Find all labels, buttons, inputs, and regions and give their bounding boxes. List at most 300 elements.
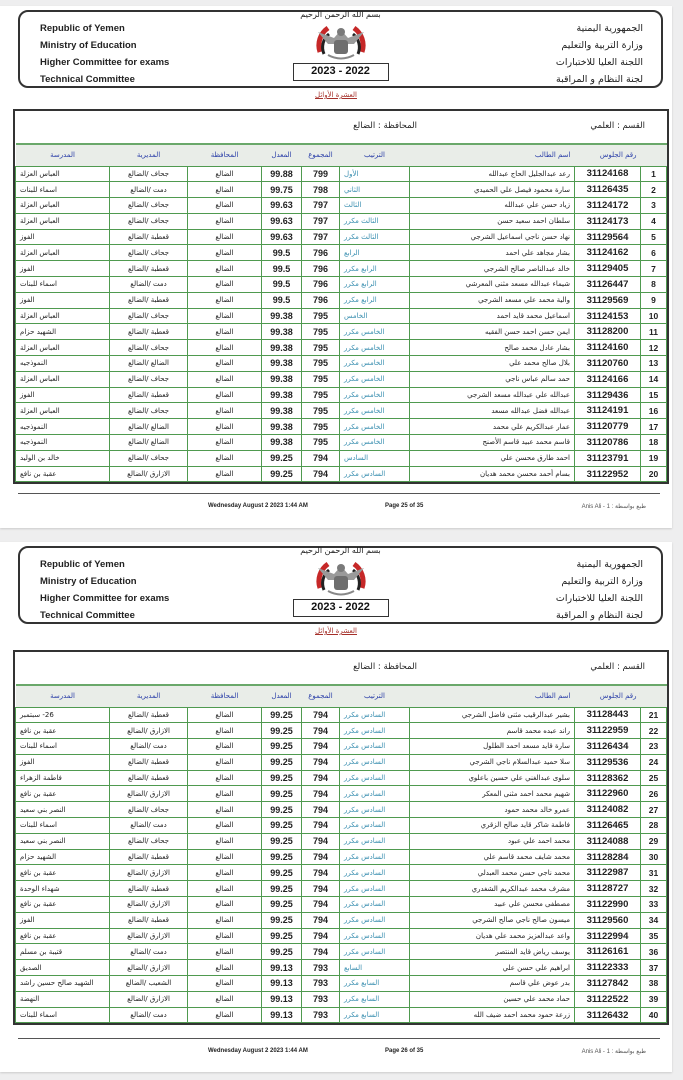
rank: السادس مكرر: [340, 944, 410, 960]
governorate: الضالع: [188, 324, 262, 340]
table-row: [16, 245, 667, 261]
table-row: [16, 865, 667, 881]
governorate: الضالع: [188, 213, 262, 229]
table-row: [16, 1007, 667, 1023]
district: قعطبة /الضالع: [110, 387, 188, 403]
school: الشهيد صالح حسين راشد: [16, 976, 110, 992]
col-rank: الترتيب: [364, 151, 385, 160]
letterhead: [18, 10, 663, 88]
seat-number: 31129436: [575, 387, 641, 403]
row-index: 22: [641, 723, 667, 739]
governorate: الضالع: [188, 707, 262, 723]
governorate: الضالع: [188, 818, 262, 834]
seat-number: 31129405: [575, 261, 641, 277]
rank: الثالث مكرر: [340, 229, 410, 245]
row-index: 39: [641, 991, 667, 1007]
student-name: بلال صالح محمد علي: [410, 356, 575, 372]
school: العباس العزلة: [16, 166, 110, 182]
student-name: عمرو خالد محمد حمود: [410, 802, 575, 818]
district: قعطبة /الضالع: [110, 849, 188, 865]
district: دمت /الضالع: [110, 277, 188, 293]
governorate: الضالع: [188, 292, 262, 308]
school: العباس العزلة: [16, 308, 110, 324]
row-index: 27: [641, 802, 667, 818]
seat-number: 31124168: [575, 166, 641, 182]
average: 99.38: [262, 356, 302, 372]
row-index: 21: [641, 707, 667, 723]
table-row: [16, 371, 667, 387]
average: 99.25: [262, 897, 302, 913]
average: 99.25: [262, 849, 302, 865]
footer-printed-by: طبع بواسطة : 1 - Anis Ali: [581, 504, 646, 510]
rank: الخامس مكرر: [340, 324, 410, 340]
rank: السادس مكرر: [340, 770, 410, 786]
footer-date: Wednesday August 2 2023 1:44 AM: [208, 503, 308, 509]
rank: الرابع مكرر: [340, 292, 410, 308]
school: شهداء الوحدة: [16, 881, 110, 897]
seat-number: 31127842: [575, 976, 641, 992]
table-row: [16, 976, 667, 992]
table-header-row: [16, 144, 667, 166]
row-index: 18: [641, 435, 667, 451]
governorate: الضالع: [188, 198, 262, 214]
seat-number: 31124191: [575, 403, 641, 419]
seat-number: 31120779: [575, 419, 641, 435]
governorate: الضالع: [188, 960, 262, 976]
table-row: [16, 340, 667, 356]
yemen-eagle-emblem-icon: [314, 558, 368, 598]
school: اسماء للبنات: [16, 277, 110, 293]
average: 99.25: [262, 707, 302, 723]
average: 99.25: [262, 881, 302, 897]
seat-number: 31120786: [575, 435, 641, 451]
table-row: [16, 308, 667, 324]
governorate: الضالع: [188, 1007, 262, 1023]
school: فاطمة الزهراء: [16, 770, 110, 786]
governorate: الضالع: [188, 723, 262, 739]
school: الشهيد حزام: [16, 324, 110, 340]
district: جحاف /الضالع: [110, 213, 188, 229]
col-governorate: المحافظة: [210, 151, 239, 160]
rank: الثالث مكرر: [340, 213, 410, 229]
governorate-label: المحافظة : الضالع: [353, 662, 417, 672]
average: 99.38: [262, 340, 302, 356]
hdr-ar-line: اللجنة العليا للاختبارات: [555, 593, 643, 604]
footer-divider: [18, 1038, 660, 1039]
row-index: 37: [641, 960, 667, 976]
student-name: يوسف رياض قايد المنتصر: [410, 944, 575, 960]
col-district: المديرية: [136, 692, 161, 701]
district: الازارق /الضالع: [110, 786, 188, 802]
row-index: 34: [641, 912, 667, 928]
seat-number: 31128284: [575, 849, 641, 865]
student-name: بشار مجاهد علي احمد: [410, 245, 575, 261]
district: جحاف /الضالع: [110, 371, 188, 387]
total-score: 793: [302, 991, 340, 1007]
governorate: الضالع: [188, 261, 262, 277]
average: 99.38: [262, 371, 302, 387]
seat-number: 31126447: [575, 277, 641, 293]
student-name: فاطمة شاكر قايد صالح الزقري: [410, 818, 575, 834]
total-score: 794: [302, 466, 340, 482]
school: العباس العزلة: [16, 403, 110, 419]
student-name: سلا حميد عبدالسلام ناجي الشرجي: [410, 754, 575, 770]
rank: الخامس: [340, 308, 410, 324]
seat-number: 31126465: [575, 818, 641, 834]
table-row: [16, 739, 667, 755]
total-score: 794: [302, 944, 340, 960]
district: قعطبة /الضالع: [110, 754, 188, 770]
results-table: [15, 684, 667, 1023]
seat-number: 31122959: [575, 723, 641, 739]
hdr-en-line: Higher Committee for exams: [40, 57, 170, 68]
student-name: سارة محمود فيصل علي الحميدي: [410, 182, 575, 198]
school: العباس العزلة: [16, 198, 110, 214]
results-table: [15, 143, 667, 482]
hdr-ar-line: الجمهورية اليمنية: [576, 559, 643, 570]
rank: الرابع: [340, 245, 410, 261]
table-row: [16, 229, 667, 245]
average: 99.38: [262, 435, 302, 451]
seat-number: 31129560: [575, 912, 641, 928]
table-row: [16, 261, 667, 277]
seat-number: 31122990: [575, 897, 641, 913]
row-index: 15: [641, 387, 667, 403]
rank: السادس مكرر: [340, 865, 410, 881]
total-score: 795: [302, 435, 340, 451]
governorate: الضالع: [188, 912, 262, 928]
rank: الخامس مكرر: [340, 371, 410, 387]
governorate: الضالع: [188, 435, 262, 451]
seat-number: 31129569: [575, 292, 641, 308]
table-row: [16, 786, 667, 802]
table-row: [16, 991, 667, 1007]
district: جحاف /الضالع: [110, 403, 188, 419]
total-score: 795: [302, 324, 340, 340]
total-score: 796: [302, 277, 340, 293]
row-index: 17: [641, 419, 667, 435]
school: العباس العزلة: [16, 371, 110, 387]
col-district: المديرية: [136, 151, 161, 160]
student-name: حمد سالم عباس ناجي: [410, 371, 575, 387]
report-subtitle: العشرة الأوائل: [315, 91, 357, 99]
seat-number: 31124082: [575, 802, 641, 818]
district: الازارق /الضالع: [110, 960, 188, 976]
school: الفوز: [16, 292, 110, 308]
student-name: محمد احمد علي عبود: [410, 833, 575, 849]
row-index: 10: [641, 308, 667, 324]
average: 99.63: [262, 229, 302, 245]
district: قعطبة /الضالع: [110, 324, 188, 340]
student-name: بشار عادل محمد صالح: [410, 340, 575, 356]
yemen-eagle-emblem-icon: [314, 22, 368, 62]
governorate: الضالع: [188, 371, 262, 387]
table-row: [16, 802, 667, 818]
governorate: الضالع: [188, 419, 262, 435]
seat-number: 31124153: [575, 308, 641, 324]
rank: الرابع مكرر: [340, 277, 410, 293]
governorate: الضالع: [188, 466, 262, 482]
basmala: بسم الله الرحمن الرحيم: [300, 546, 381, 555]
row-index: 14: [641, 371, 667, 387]
governorate-label: المحافظة : الضالع: [353, 121, 417, 131]
col-total: المجموع: [308, 151, 333, 160]
district: جحاف /الضالع: [110, 166, 188, 182]
col-student-name: اسم الطالب: [534, 151, 571, 160]
governorate: الضالع: [188, 833, 262, 849]
report-subtitle: العشرة الأوائل: [315, 627, 357, 635]
district: الازارق /الضالع: [110, 865, 188, 881]
governorate: الضالع: [188, 928, 262, 944]
average: 99.5: [262, 292, 302, 308]
total-score: 795: [302, 419, 340, 435]
average: 99.25: [262, 928, 302, 944]
hdr-en-line: Ministry of Education: [40, 576, 137, 587]
academic-year: 2023 - 2022: [293, 599, 389, 617]
governorate: الضالع: [188, 976, 262, 992]
row-index: 24: [641, 754, 667, 770]
hdr-en-line: Republic of Yemen: [40, 23, 125, 34]
student-name: سارة قايد مسعد احمد الطلول: [410, 739, 575, 755]
seat-number: 31124162: [575, 245, 641, 261]
district: الضالع /الضالع: [110, 356, 188, 372]
seat-number: 31126434: [575, 739, 641, 755]
rank: السادس مكرر: [340, 707, 410, 723]
student-name: محمد شايف محمد قاسم علي: [410, 849, 575, 865]
results-table-frame: [13, 650, 669, 1025]
average: 99.25: [262, 786, 302, 802]
row-index: 23: [641, 739, 667, 755]
district: الازارق /الضالع: [110, 897, 188, 913]
student-name: رعد عبدالجليل الحاج عبدالله: [410, 166, 575, 182]
seat-number: 31126435: [575, 182, 641, 198]
average: 99.63: [262, 198, 302, 214]
school: النهضة: [16, 991, 110, 1007]
student-name: احمد طارق محسن علي: [410, 450, 575, 466]
average: 99.25: [262, 912, 302, 928]
total-score: 794: [302, 865, 340, 881]
district: الشعيب /الضالع: [110, 976, 188, 992]
table-row: [16, 897, 667, 913]
school: العباس العزلة: [16, 245, 110, 261]
governorate: الضالع: [188, 356, 262, 372]
total-score: 794: [302, 739, 340, 755]
average: 99.13: [262, 960, 302, 976]
average: 99.25: [262, 818, 302, 834]
row-index: 7: [641, 261, 667, 277]
average: 99.88: [262, 166, 302, 182]
student-name: والية محمد علي مسعد الشرجي: [410, 292, 575, 308]
total-score: 793: [302, 1007, 340, 1023]
row-index: 3: [641, 198, 667, 214]
governorate: الضالع: [188, 245, 262, 261]
governorate: الضالع: [188, 786, 262, 802]
school: عقبة بن نافع: [16, 466, 110, 482]
row-index: 12: [641, 340, 667, 356]
total-score: 794: [302, 770, 340, 786]
row-index: 16: [641, 403, 667, 419]
row-index: 26: [641, 786, 667, 802]
row-index: 30: [641, 849, 667, 865]
department-label: القسم : العلمي: [590, 121, 645, 131]
rank: الخامس مكرر: [340, 387, 410, 403]
student-name: سلوى عبدالغني علي حسين باعلوي: [410, 770, 575, 786]
rank: الخامس مكرر: [340, 435, 410, 451]
hdr-ar-line: الجمهورية اليمنية: [576, 23, 643, 34]
average: 99.63: [262, 213, 302, 229]
total-score: 794: [302, 849, 340, 865]
average: 99.5: [262, 261, 302, 277]
district: قعطبة /الضالع: [110, 881, 188, 897]
table-row: [16, 754, 667, 770]
district: جحاف /الضالع: [110, 450, 188, 466]
school: اسماء للبنات: [16, 739, 110, 755]
rank: الأول: [340, 166, 410, 182]
rank: السادس مكرر: [340, 466, 410, 482]
district: قعطبة /الضالع: [110, 707, 188, 723]
table-row: [16, 198, 667, 214]
student-name: خالد عبدالناصر صالح الشرجي: [410, 261, 575, 277]
district: الازارق /الضالع: [110, 723, 188, 739]
seat-number: 31128727: [575, 881, 641, 897]
table-row: [16, 435, 667, 451]
seat-number: 31122522: [575, 991, 641, 1007]
governorate: الضالع: [188, 277, 262, 293]
table-row: [16, 213, 667, 229]
district: قعطبة /الضالع: [110, 912, 188, 928]
academic-year: 2023 - 2022: [293, 63, 389, 81]
letterhead-english: [40, 556, 169, 624]
student-name: زرعة حمود محمد احمد ضيف الله: [410, 1007, 575, 1023]
total-score: 795: [302, 340, 340, 356]
report-page-1: [0, 6, 672, 528]
seat-number: 31124088: [575, 833, 641, 849]
average: 99.25: [262, 723, 302, 739]
district: الازارق /الضالع: [110, 991, 188, 1007]
seat-number: 31129536: [575, 754, 641, 770]
student-name: شيماء عبدالله مسعد مثنى المعرشي: [410, 277, 575, 293]
rank: السادس مكرر: [340, 739, 410, 755]
hdr-ar-line: لجنة النظام و المراقبة: [555, 610, 643, 621]
school: العباس العزلة: [16, 213, 110, 229]
governorate: الضالع: [188, 802, 262, 818]
hdr-en-line: Technical Committee: [40, 74, 135, 85]
student-name: ابراهيم علي حسن علي: [410, 960, 575, 976]
table-row: [16, 818, 667, 834]
governorate: الضالع: [188, 770, 262, 786]
total-score: 794: [302, 723, 340, 739]
district: الازارق /الضالع: [110, 466, 188, 482]
seat-number: 31122960: [575, 786, 641, 802]
school: الفوز: [16, 387, 110, 403]
col-index: [641, 685, 667, 707]
rank: السادس مكرر: [340, 912, 410, 928]
district: دمت /الضالع: [110, 182, 188, 198]
school: اسماء للبنات: [16, 1007, 110, 1023]
total-score: 794: [302, 881, 340, 897]
average: 99.25: [262, 833, 302, 849]
rank: السادس مكرر: [340, 849, 410, 865]
school: الشهيد حزام: [16, 849, 110, 865]
total-score: 793: [302, 960, 340, 976]
seat-number: 31122952: [575, 466, 641, 482]
hdr-ar-line: لجنة النظام و المراقبة: [555, 74, 643, 85]
total-score: 794: [302, 912, 340, 928]
col-average: المعدل: [271, 692, 292, 701]
department-label: القسم : العلمي: [590, 662, 645, 672]
district: دمت /الضالع: [110, 944, 188, 960]
row-index: 5: [641, 229, 667, 245]
rank: السادس مكرر: [340, 881, 410, 897]
governorate: الضالع: [188, 991, 262, 1007]
school: النموذجيه: [16, 356, 110, 372]
total-score: 794: [302, 707, 340, 723]
hdr-ar-line: وزارة التربية والتعليم: [561, 40, 643, 51]
seat-number: 31124160: [575, 340, 641, 356]
table-row: [16, 292, 667, 308]
table-row: [16, 450, 667, 466]
total-score: 794: [302, 802, 340, 818]
district: جحاف /الضالع: [110, 198, 188, 214]
seat-number: 31128362: [575, 770, 641, 786]
results-table-frame: [13, 109, 669, 484]
school: عقبة بن نافع: [16, 786, 110, 802]
student-name: عبدالله فضل عبدالله مسعد: [410, 403, 575, 419]
rank: السابع مكرر: [340, 976, 410, 992]
total-score: 795: [302, 371, 340, 387]
total-score: 794: [302, 897, 340, 913]
average: 99.13: [262, 976, 302, 992]
average: 99.38: [262, 308, 302, 324]
rank: السادس مكرر: [340, 723, 410, 739]
table-row: [16, 387, 667, 403]
hdr-en-line: Higher Committee for exams: [40, 593, 170, 604]
col-seat-number: رقم الجلوس: [599, 151, 637, 160]
hdr-en-line: Technical Committee: [40, 610, 135, 621]
governorate: الضالع: [188, 450, 262, 466]
average: 99.5: [262, 245, 302, 261]
total-score: 793: [302, 976, 340, 992]
student-name: اسماعيل محمد قايد احمد: [410, 308, 575, 324]
seat-number: 31122994: [575, 928, 641, 944]
average: 99.25: [262, 865, 302, 881]
district: دمت /الضالع: [110, 818, 188, 834]
report-page-2: [0, 542, 672, 1072]
school: خالد بن الوليد: [16, 450, 110, 466]
table-row: [16, 403, 667, 419]
row-index: 29: [641, 833, 667, 849]
district: قعطبة /الضالع: [110, 770, 188, 786]
footer-page-number: Page 26 of 35: [385, 1048, 424, 1054]
governorate: الضالع: [188, 881, 262, 897]
school: الفوز: [16, 229, 110, 245]
row-index: 32: [641, 881, 667, 897]
average: 99.25: [262, 802, 302, 818]
student-name: راند عبده محمد قاسم: [410, 723, 575, 739]
district: الضالع /الضالع: [110, 435, 188, 451]
district: قعطبة /الضالع: [110, 261, 188, 277]
table-row: [16, 928, 667, 944]
student-name: نهاد حسن ناجي اسماعيل الشرجي: [410, 229, 575, 245]
table-row: [16, 960, 667, 976]
row-index: 9: [641, 292, 667, 308]
rank: السادس مكرر: [340, 754, 410, 770]
seat-number: 31124173: [575, 213, 641, 229]
school: عقبة بن نافع: [16, 865, 110, 881]
row-index: 4: [641, 213, 667, 229]
seat-number: 31124172: [575, 198, 641, 214]
governorate: الضالع: [188, 387, 262, 403]
